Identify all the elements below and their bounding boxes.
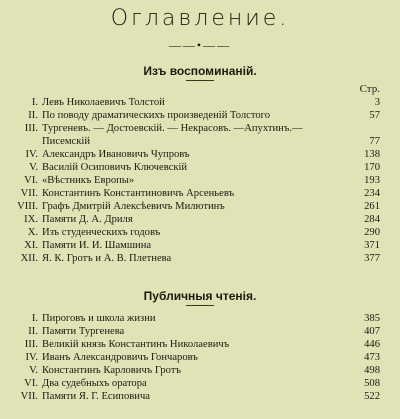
item-title: Константинъ Константиновичъ Арсеньевъ — [42, 188, 235, 199]
section-title-public-readings: Публичныя чтенія. — [143, 289, 257, 303]
toc-row — [0, 109, 400, 122]
page-title: Оглавление. — [110, 6, 290, 31]
item-number: I. — [31, 313, 38, 324]
item-page: 446 — [364, 339, 380, 350]
toc-list-public-readings — [0, 312, 400, 403]
item-page: 377 — [364, 253, 380, 264]
item-title: Памяти Я. Г. Есиповича — [42, 391, 150, 402]
item-number: IV. — [25, 149, 38, 160]
item-page: 371 — [364, 240, 380, 251]
item-title: Иванъ Александровичъ Гончаровъ — [42, 352, 198, 363]
item-title: Пироговъ и школа жизни — [42, 313, 156, 324]
toc-row — [0, 325, 400, 338]
toc-row — [0, 200, 400, 213]
ornament-divider: ——•—— — [168, 38, 232, 52]
toc-row — [0, 122, 400, 135]
item-page: 261 — [364, 201, 380, 212]
toc-row — [0, 239, 400, 252]
item-number: V. — [29, 162, 38, 173]
item-number: I. — [31, 97, 38, 108]
item-number: XI. — [24, 240, 38, 251]
item-number: II. — [28, 110, 38, 121]
toc-row — [0, 312, 400, 325]
toc-row — [0, 390, 400, 403]
toc-row — [0, 161, 400, 174]
item-page: 522 — [364, 391, 380, 402]
item-page: 234 — [364, 188, 380, 199]
item-number: III. — [24, 123, 38, 134]
item-page: 138 — [364, 149, 380, 160]
item-title: Изъ студенческихъ годовъ — [42, 227, 161, 238]
toc-row — [0, 338, 400, 351]
item-number: VIII. — [17, 201, 38, 212]
item-number: VI. — [24, 175, 38, 186]
item-page: 57 — [369, 110, 380, 121]
toc-list-memoirs — [0, 96, 400, 265]
item-title: Два судебныхъ оратора — [42, 378, 147, 389]
page-column-label: Стр. — [359, 83, 380, 95]
item-title: Памяти Д. А. Дриля — [42, 214, 133, 225]
item-number: IX. — [24, 214, 38, 225]
item-page: 473 — [364, 352, 380, 363]
toc-row — [0, 226, 400, 239]
item-title: Писемскій — [42, 136, 91, 147]
item-page: 170 — [364, 162, 380, 173]
item-title: Василій Осиповичъ Ключевскій — [42, 162, 188, 173]
toc-row — [0, 377, 400, 390]
toc-row — [0, 187, 400, 200]
item-page: 385 — [364, 313, 380, 324]
toc-row — [0, 252, 400, 265]
item-number: V. — [29, 365, 38, 376]
item-title: Памяти Тургенева — [42, 326, 125, 337]
item-title: По поводу драматическихъ произведеній Толстого — [42, 110, 271, 121]
toc-row — [0, 174, 400, 187]
item-page: 290 — [364, 227, 380, 238]
item-title: Тургеневъ. — Достоевскій. — Некрасовъ. —Апухтинъ.— — [42, 123, 303, 134]
item-page: 77 — [369, 136, 380, 147]
item-title: Я. К. Гротъ и А. В. Плетнева — [42, 253, 172, 264]
toc-row — [0, 351, 400, 364]
item-title: Константинъ Карловичъ Гротъ — [42, 365, 181, 376]
toc-row — [0, 135, 400, 148]
item-number: X. — [27, 227, 38, 238]
section-rule — [186, 80, 214, 81]
item-page: 193 — [364, 175, 380, 186]
item-number: II. — [28, 326, 38, 337]
item-title: Памяти И. И. Шамшина — [42, 240, 152, 251]
item-page: 508 — [364, 378, 380, 389]
item-number: IV. — [25, 352, 38, 363]
toc-row — [0, 213, 400, 226]
item-number: VII. — [20, 391, 38, 402]
item-number: XII. — [20, 253, 38, 264]
item-page: 407 — [364, 326, 380, 337]
item-number: VII. — [20, 188, 38, 199]
section-title-memoirs: Изъ воспоминаній. — [143, 64, 257, 78]
toc-row — [0, 148, 400, 161]
item-number: VI. — [24, 378, 38, 389]
item-number: III. — [24, 339, 38, 350]
item-page: 498 — [364, 365, 380, 376]
item-title: Александръ Ивановичъ Чупровъ — [42, 149, 190, 160]
item-title: Левъ Николаевичъ Толстой — [42, 97, 165, 108]
toc-row — [0, 96, 400, 109]
item-page: 284 — [364, 214, 380, 225]
toc-row — [0, 364, 400, 377]
item-title: Великій князь Константинъ Николаевичъ — [42, 339, 230, 350]
item-title: «Вѣстникъ Европы» — [42, 175, 135, 186]
item-title: Графъ Дмитрій Алексѣевичъ Милютинъ — [42, 201, 225, 212]
item-page: 3 — [374, 97, 380, 108]
section-rule — [186, 305, 214, 306]
